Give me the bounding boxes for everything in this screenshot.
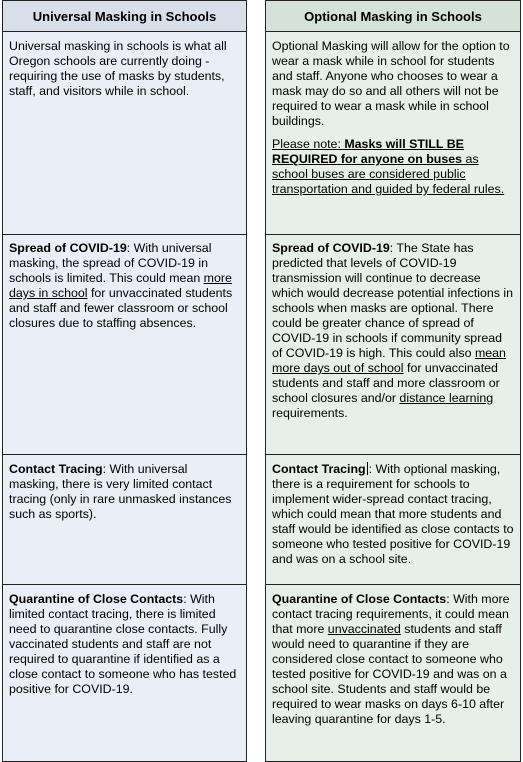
universal-spread-heading: Spread of COVID-19 bbox=[9, 241, 127, 255]
optional-masking-column bbox=[265, 0, 521, 762]
text-cursor bbox=[367, 462, 368, 475]
universal-quarantine-cell bbox=[9, 592, 240, 697]
universal-masking-intro-cell bbox=[9, 39, 240, 99]
bus-note-prefix: Please note: bbox=[272, 137, 345, 151]
row-divider bbox=[3, 234, 246, 235]
bus-note bbox=[272, 137, 514, 197]
row-divider bbox=[3, 584, 246, 585]
optional-spread-underline-1: mean more days out of school bbox=[272, 346, 506, 375]
optional-quarantine-cell bbox=[272, 592, 514, 727]
optional-spread-text-3: requirements. bbox=[272, 406, 348, 420]
optional-masking-intro-text: Optional Masking will allow for the option to wear a mask while in school for students and staff. Anyone who chooses to wear a mask may do so and all others will not be required to wear a mask while in school buildings. bbox=[272, 39, 510, 128]
optional-quarantine-text-1: : With more contact tracing requirements, it could mean that more bbox=[272, 592, 510, 636]
universal-quarantine-text: : With limited contact tracing, there is limited need to quarantine close contacts. Fully vaccinated students and staff are not required to quarantine if identified as a close contact to someone who has tested positive for COVID-19. bbox=[9, 592, 237, 696]
optional-spread-heading: Spread of COVID-19 bbox=[272, 241, 390, 255]
optional-quarantine-text-2: students and staff would need to quarantine if they are considered close contact to someone who tested positive for COVID-19 and was on a school site. Students and staff would be required to wear masks on days 6-10 after leaving quarantine for days 1-5. bbox=[272, 622, 507, 726]
universal-tracing-cell bbox=[9, 462, 240, 522]
universal-tracing-text: : With universal masking, there is very limited contact tracing (only in rare unmasked instances such as sports). bbox=[9, 462, 232, 521]
optional-quarantine-underline: unvaccinated bbox=[327, 622, 401, 636]
universal-spread-text-2: for unvaccinated students and staff and fewer classroom or school closures due to staffing absences. bbox=[9, 286, 233, 330]
universal-masking-header: Universal Masking in Schools bbox=[3, 1, 246, 32]
optional-tracing-heading: Contact Tracing bbox=[272, 462, 366, 476]
optional-spread-underline-2: distance learning bbox=[399, 391, 494, 405]
optional-masking-header: Optional Masking in Schools bbox=[266, 1, 520, 32]
universal-spread-text-1: : With universal masking, the spread of COVID-19 in schools is limited. This could mean bbox=[9, 241, 212, 285]
optional-masking-intro-cell bbox=[272, 39, 514, 197]
optional-spread-cell bbox=[272, 241, 514, 421]
universal-spread-underline: more days in school bbox=[9, 271, 232, 300]
bus-note-bold: Masks will STILL BE REQUIRED for anyone on buses bbox=[272, 137, 464, 166]
optional-tracing-cell bbox=[272, 462, 514, 567]
optional-quarantine-heading: Quarantine of Close Contacts bbox=[272, 592, 447, 606]
row-divider bbox=[266, 584, 520, 585]
universal-tracing-heading: Contact Tracing bbox=[9, 462, 103, 476]
bus-note-rest: as school buses are considered public transportation and guided by federal rules. bbox=[272, 152, 505, 196]
universal-spread-cell bbox=[9, 241, 240, 331]
universal-masking-column bbox=[2, 0, 247, 762]
optional-spread-text-2: for unvaccinated students and staff and more classroom or school closures and/or bbox=[272, 361, 500, 405]
optional-spread-text-1: : The State has predicted that levels of COVID-19 transmission will continue to decrease which would decrease potential infections in schools when masks are optional. There could be greater chance of spread of COVID-19 in schools if community spread of COVID-19 is high. This could also bbox=[272, 241, 514, 360]
optional-tracing-text: : With optional masking, there is a requirement for schools to implement wider-spread contact tracing, which could mean that more students and staff would be identified as close contacts to someone who tested positive for COVID-19 and was on a school site. bbox=[272, 462, 514, 566]
row-divider bbox=[266, 234, 520, 235]
universal-masking-intro-text: Universal masking in schools is what all Oregon schools are currently doing - requiring the use of masks by students, staff, and visitors while in school. bbox=[9, 39, 227, 98]
row-divider bbox=[3, 454, 246, 455]
row-divider bbox=[266, 454, 520, 455]
universal-quarantine-heading: Quarantine of Close Contacts bbox=[9, 592, 184, 606]
